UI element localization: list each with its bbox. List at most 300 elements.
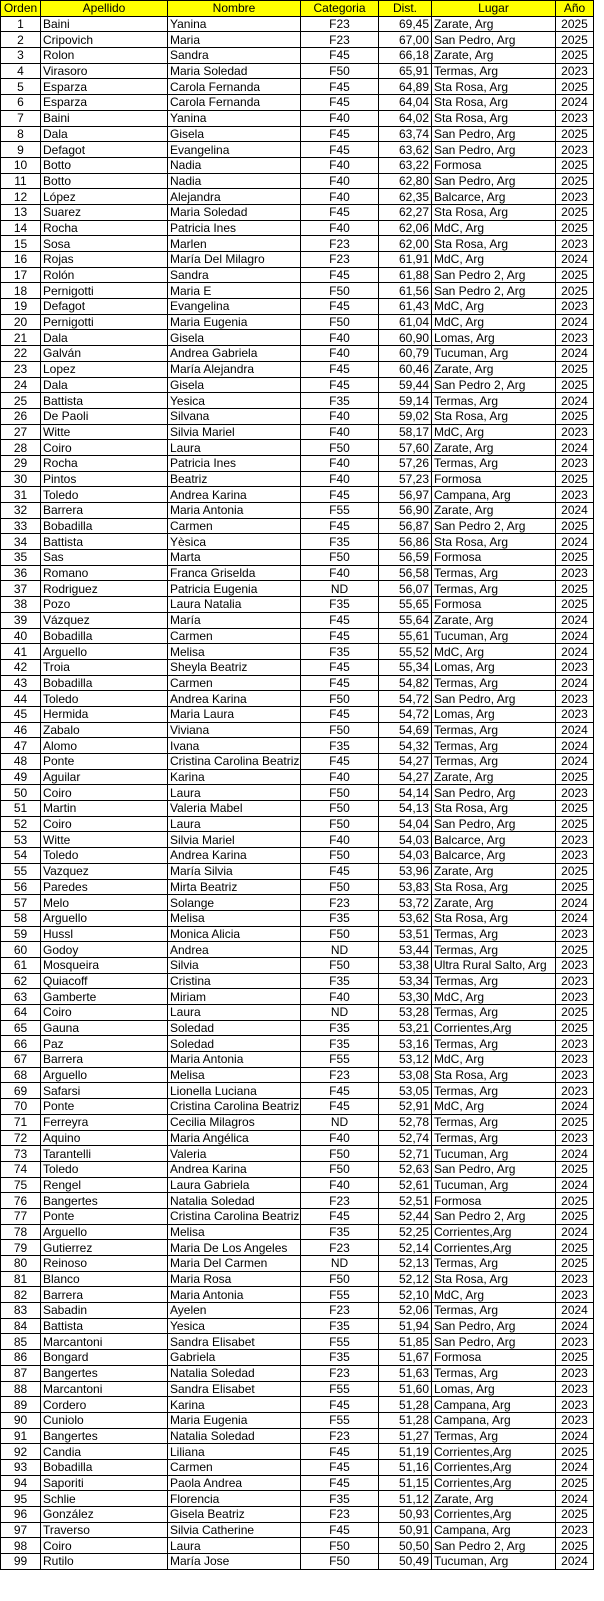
orden-cell: 18 bbox=[1, 283, 41, 299]
orden-cell: 59 bbox=[1, 926, 41, 942]
orden-cell: 21 bbox=[1, 330, 41, 346]
lugar-cell: Balcarce, Arg bbox=[432, 189, 556, 205]
orden-cell: 2 bbox=[1, 32, 41, 48]
apellido-cell: Coiro bbox=[41, 440, 168, 456]
apellido-cell: Bangertes bbox=[41, 1365, 168, 1381]
table-row bbox=[1, 1099, 594, 1115]
table-row bbox=[1, 816, 594, 832]
dist-cell: 50,49 bbox=[379, 1554, 432, 1570]
orden-cell: 41 bbox=[1, 644, 41, 660]
dist-cell: 50,50 bbox=[379, 1538, 432, 1554]
table-row bbox=[1, 1271, 594, 1287]
apellido-cell: Bangertes bbox=[41, 1193, 168, 1209]
categoria-cell: F35 bbox=[301, 1036, 379, 1052]
categoria-cell: F50 bbox=[301, 926, 379, 942]
anio-cell: 2023 bbox=[556, 1130, 594, 1146]
table-row bbox=[1, 393, 594, 409]
table-row bbox=[1, 675, 594, 691]
dist-cell: 51,27 bbox=[379, 1428, 432, 1444]
table-row bbox=[1, 1350, 594, 1366]
anio-cell: 2024 bbox=[556, 738, 594, 754]
categoria-cell: F40 bbox=[301, 110, 379, 126]
categoria-cell: F50 bbox=[301, 440, 379, 456]
table-row bbox=[1, 1036, 594, 1052]
categoria-cell: ND bbox=[301, 942, 379, 958]
apellido-cell: Suarez bbox=[41, 204, 168, 220]
table-row bbox=[1, 1161, 594, 1177]
lugar-cell: San Pedro, Arg bbox=[432, 1334, 556, 1350]
orden-cell: 8 bbox=[1, 126, 41, 142]
dist-cell: 52,12 bbox=[379, 1271, 432, 1287]
dist-cell: 53,30 bbox=[379, 989, 432, 1005]
apellido-cell: Gutierrez bbox=[41, 1240, 168, 1256]
nombre-cell: Valeria bbox=[168, 1146, 301, 1162]
orden-cell: 29 bbox=[1, 455, 41, 471]
dist-cell: 62,27 bbox=[379, 204, 432, 220]
orden-cell: 14 bbox=[1, 220, 41, 236]
dist-cell: 51,63 bbox=[379, 1365, 432, 1381]
categoria-cell: F45 bbox=[301, 863, 379, 879]
table-row bbox=[1, 63, 594, 79]
categoria-cell: F40 bbox=[301, 330, 379, 346]
categoria-cell: F40 bbox=[301, 471, 379, 487]
nombre-cell: Yanina bbox=[168, 110, 301, 126]
anio-cell: 2023 bbox=[556, 1067, 594, 1083]
table-row bbox=[1, 1303, 594, 1319]
anio-cell: 2024 bbox=[556, 314, 594, 330]
nombre-cell: Silvia bbox=[168, 957, 301, 973]
anio-cell: 2025 bbox=[556, 48, 594, 64]
apellido-cell: Defagot bbox=[41, 142, 168, 158]
categoria-cell: F23 bbox=[301, 252, 379, 268]
lugar-cell: Sta Rosa, Arg bbox=[432, 204, 556, 220]
categoria-cell: ND bbox=[301, 581, 379, 597]
dist-cell: 64,04 bbox=[379, 95, 432, 111]
orden-cell: 62 bbox=[1, 973, 41, 989]
categoria-cell: F45 bbox=[301, 79, 379, 95]
orden-cell: 60 bbox=[1, 942, 41, 958]
apellido-cell: Bongard bbox=[41, 1350, 168, 1366]
apellido-cell: Gamberte bbox=[41, 989, 168, 1005]
categoria-cell: F40 bbox=[301, 455, 379, 471]
nombre-cell: Maria Eugenia bbox=[168, 314, 301, 330]
anio-cell: 2023 bbox=[556, 691, 594, 707]
lugar-cell: Corrientes,Arg bbox=[432, 1444, 556, 1460]
categoria-cell: F40 bbox=[301, 346, 379, 362]
apellido-cell: Coiro bbox=[41, 785, 168, 801]
lugar-cell: Zarate, Arg bbox=[432, 769, 556, 785]
dist-cell: 52,25 bbox=[379, 1224, 432, 1240]
lugar-cell: San Pedro 2, Arg bbox=[432, 283, 556, 299]
table-row bbox=[1, 1114, 594, 1130]
apellido-cell: Ponte bbox=[41, 1208, 168, 1224]
nombre-cell: Cristina Carolina Beatriz bbox=[168, 1099, 301, 1115]
lugar-cell: San Pedro, Arg bbox=[432, 785, 556, 801]
lugar-cell: Zarate, Arg bbox=[432, 440, 556, 456]
apellido-cell: Rolón bbox=[41, 267, 168, 283]
lugar-cell: Campana, Arg bbox=[432, 487, 556, 503]
apellido-cell: Godoy bbox=[41, 942, 168, 958]
dist-cell: 64,89 bbox=[379, 79, 432, 95]
lugar-cell: MdC, Arg bbox=[432, 1287, 556, 1303]
table-row bbox=[1, 550, 594, 566]
orden-cell: 10 bbox=[1, 157, 41, 173]
orden-cell: 93 bbox=[1, 1459, 41, 1475]
dist-cell: 51,60 bbox=[379, 1381, 432, 1397]
anio-cell: 2023 bbox=[556, 424, 594, 440]
nombre-cell: Cristina Carolina Beatriz bbox=[168, 1208, 301, 1224]
lugar-cell: Sta Rosa, Arg bbox=[432, 879, 556, 895]
table-row bbox=[1, 1067, 594, 1083]
anio-cell: 2025 bbox=[556, 863, 594, 879]
dist-cell: 52,13 bbox=[379, 1256, 432, 1272]
table-row bbox=[1, 361, 594, 377]
table-row bbox=[1, 1020, 594, 1036]
orden-cell: 40 bbox=[1, 628, 41, 644]
table-row bbox=[1, 1397, 594, 1413]
anio-cell: 2023 bbox=[556, 565, 594, 581]
dist-cell: 55,52 bbox=[379, 644, 432, 660]
nombre-cell: Maria Eugenia bbox=[168, 1412, 301, 1428]
apellido-cell: Toledo bbox=[41, 848, 168, 864]
nombre-cell: María Jose bbox=[168, 1554, 301, 1570]
dist-cell: 62,06 bbox=[379, 220, 432, 236]
anio-cell: 2025 bbox=[556, 32, 594, 48]
dist-cell: 55,34 bbox=[379, 659, 432, 675]
categoria-cell: F50 bbox=[301, 722, 379, 738]
apellido-cell: Toledo bbox=[41, 487, 168, 503]
table-row bbox=[1, 879, 594, 895]
anio-cell: 2024 bbox=[556, 895, 594, 911]
table-row bbox=[1, 612, 594, 628]
dist-cell: 51,12 bbox=[379, 1491, 432, 1507]
nombre-cell: Maria Angélica bbox=[168, 1130, 301, 1146]
anio-cell: 2023 bbox=[556, 1052, 594, 1068]
categoria-cell: F50 bbox=[301, 283, 379, 299]
header-dist: Dist. bbox=[379, 1, 432, 17]
anio-cell: 2024 bbox=[556, 1099, 594, 1115]
nombre-cell: Gisela bbox=[168, 330, 301, 346]
table-row bbox=[1, 204, 594, 220]
nombre-cell: Maria bbox=[168, 32, 301, 48]
table-row bbox=[1, 863, 594, 879]
categoria-cell: F45 bbox=[301, 1475, 379, 1491]
categoria-cell: F40 bbox=[301, 189, 379, 205]
apellido-cell: Bobadilla bbox=[41, 518, 168, 534]
categoria-cell: F50 bbox=[301, 1271, 379, 1287]
nombre-cell: Laura bbox=[168, 1005, 301, 1021]
apellido-cell: Cripovich bbox=[41, 32, 168, 48]
orden-cell: 13 bbox=[1, 204, 41, 220]
anio-cell: 2024 bbox=[556, 1491, 594, 1507]
table-row bbox=[1, 440, 594, 456]
nombre-cell: María Alejandra bbox=[168, 361, 301, 377]
table-row bbox=[1, 1146, 594, 1162]
table-row bbox=[1, 189, 594, 205]
lugar-cell: Tucuman, Arg bbox=[432, 346, 556, 362]
categoria-cell: F45 bbox=[301, 299, 379, 315]
apellido-cell: Sosa bbox=[41, 236, 168, 252]
lugar-cell: Termas, Arg bbox=[432, 1083, 556, 1099]
anio-cell: 2025 bbox=[556, 597, 594, 613]
table-row bbox=[1, 267, 594, 283]
orden-cell: 55 bbox=[1, 863, 41, 879]
categoria-cell: F23 bbox=[301, 1507, 379, 1523]
table-row bbox=[1, 769, 594, 785]
categoria-cell: F40 bbox=[301, 1177, 379, 1193]
table-row bbox=[1, 236, 594, 252]
dist-cell: 60,46 bbox=[379, 361, 432, 377]
orden-cell: 83 bbox=[1, 1303, 41, 1319]
table-row bbox=[1, 1491, 594, 1507]
orden-cell: 68 bbox=[1, 1067, 41, 1083]
dist-cell: 52,44 bbox=[379, 1208, 432, 1224]
orden-cell: 6 bbox=[1, 95, 41, 111]
lugar-cell: Zarate, Arg bbox=[432, 361, 556, 377]
nombre-cell: Andrea Karina bbox=[168, 691, 301, 707]
apellido-cell: Cuniolo bbox=[41, 1412, 168, 1428]
categoria-cell: F50 bbox=[301, 1554, 379, 1570]
dist-cell: 54,14 bbox=[379, 785, 432, 801]
apellido-cell: Esparza bbox=[41, 95, 168, 111]
anio-cell: 2025 bbox=[556, 769, 594, 785]
categoria-cell: F40 bbox=[301, 173, 379, 189]
nombre-cell: Melisa bbox=[168, 1224, 301, 1240]
apellido-cell: De Paoli bbox=[41, 408, 168, 424]
apellido-cell: Battista bbox=[41, 1318, 168, 1334]
apellido-cell: Rocha bbox=[41, 455, 168, 471]
nombre-cell: Cecilia Milagros bbox=[168, 1114, 301, 1130]
categoria-cell: F50 bbox=[301, 816, 379, 832]
lugar-cell: Sta Rosa, Arg bbox=[432, 110, 556, 126]
nombre-cell: Marta bbox=[168, 550, 301, 566]
dist-cell: 52,74 bbox=[379, 1130, 432, 1146]
apellido-cell: Martin bbox=[41, 801, 168, 817]
anio-cell: 2024 bbox=[556, 534, 594, 550]
table-row bbox=[1, 471, 594, 487]
table-row bbox=[1, 785, 594, 801]
lugar-cell: Termas, Arg bbox=[432, 1256, 556, 1272]
anio-cell: 2025 bbox=[556, 816, 594, 832]
orden-cell: 48 bbox=[1, 754, 41, 770]
orden-cell: 7 bbox=[1, 110, 41, 126]
orden-cell: 38 bbox=[1, 597, 41, 613]
table-row bbox=[1, 252, 594, 268]
lugar-cell: Termas, Arg bbox=[432, 1036, 556, 1052]
nombre-cell: Cristina bbox=[168, 973, 301, 989]
dist-cell: 58,17 bbox=[379, 424, 432, 440]
apellido-cell: Cordero bbox=[41, 1397, 168, 1413]
apellido-cell: Arguello bbox=[41, 644, 168, 660]
table-row bbox=[1, 503, 594, 519]
categoria-cell: F40 bbox=[301, 769, 379, 785]
orden-cell: 54 bbox=[1, 848, 41, 864]
dist-cell: 53,05 bbox=[379, 1083, 432, 1099]
dist-cell: 54,03 bbox=[379, 832, 432, 848]
dist-cell: 53,96 bbox=[379, 863, 432, 879]
orden-cell: 85 bbox=[1, 1334, 41, 1350]
table-row bbox=[1, 1005, 594, 1021]
apellido-cell: Tarantelli bbox=[41, 1146, 168, 1162]
nombre-cell: Silvia Mariel bbox=[168, 424, 301, 440]
anio-cell: 2023 bbox=[556, 1036, 594, 1052]
dist-cell: 52,61 bbox=[379, 1177, 432, 1193]
categoria-cell: F23 bbox=[301, 1240, 379, 1256]
table-row bbox=[1, 1256, 594, 1272]
orden-cell: 87 bbox=[1, 1365, 41, 1381]
anio-cell: 2025 bbox=[556, 879, 594, 895]
dist-cell: 53,08 bbox=[379, 1067, 432, 1083]
apellido-cell: Coiro bbox=[41, 1005, 168, 1021]
anio-cell: 2025 bbox=[556, 283, 594, 299]
nombre-cell: Maria Del Carmen bbox=[168, 1256, 301, 1272]
nombre-cell: Franca Griselda bbox=[168, 565, 301, 581]
categoria-cell: F50 bbox=[301, 879, 379, 895]
anio-cell: 2025 bbox=[556, 581, 594, 597]
table-row bbox=[1, 1459, 594, 1475]
dist-cell: 56,86 bbox=[379, 534, 432, 550]
table-row bbox=[1, 1428, 594, 1444]
dist-cell: 53,51 bbox=[379, 926, 432, 942]
apellido-cell: Rutilo bbox=[41, 1554, 168, 1570]
lugar-cell: Zarate, Arg bbox=[432, 612, 556, 628]
apellido-cell: Aguilar bbox=[41, 769, 168, 785]
table-row bbox=[1, 1318, 594, 1334]
dist-cell: 52,51 bbox=[379, 1193, 432, 1209]
apellido-cell: Barrera bbox=[41, 1287, 168, 1303]
nombre-cell: Maria Laura bbox=[168, 706, 301, 722]
table-row bbox=[1, 1538, 594, 1554]
table-row bbox=[1, 346, 594, 362]
nombre-cell: Nadia bbox=[168, 173, 301, 189]
lugar-cell: Sta Rosa, Arg bbox=[432, 95, 556, 111]
apellido-cell: Paredes bbox=[41, 879, 168, 895]
anio-cell: 2024 bbox=[556, 1428, 594, 1444]
nombre-cell: María Del Milagro bbox=[168, 252, 301, 268]
nombre-cell: Laura bbox=[168, 1538, 301, 1554]
lugar-cell: Sta Rosa, Arg bbox=[432, 910, 556, 926]
apellido-cell: Hussl bbox=[41, 926, 168, 942]
dist-cell: 55,64 bbox=[379, 612, 432, 628]
categoria-cell: F50 bbox=[301, 801, 379, 817]
nombre-cell: Karina bbox=[168, 769, 301, 785]
dist-cell: 54,69 bbox=[379, 722, 432, 738]
lugar-cell: Corrientes,Arg bbox=[432, 1459, 556, 1475]
lugar-cell: Termas, Arg bbox=[432, 942, 556, 958]
dist-cell: 61,91 bbox=[379, 252, 432, 268]
lugar-cell: Corrientes,Arg bbox=[432, 1475, 556, 1491]
nombre-cell: Mirta Beatriz bbox=[168, 879, 301, 895]
nombre-cell: Andrea Karina bbox=[168, 487, 301, 503]
categoria-cell: ND bbox=[301, 1256, 379, 1272]
nombre-cell: Laura Natalia bbox=[168, 597, 301, 613]
orden-cell: 44 bbox=[1, 691, 41, 707]
nombre-cell: Andrea Gabriela bbox=[168, 346, 301, 362]
categoria-cell: F45 bbox=[301, 1099, 379, 1115]
lugar-cell: Zarate, Arg bbox=[432, 48, 556, 64]
table-row bbox=[1, 628, 594, 644]
lugar-cell: Zarate, Arg bbox=[432, 895, 556, 911]
lugar-cell: Zarate, Arg bbox=[432, 16, 556, 32]
lugar-cell: Lomas, Arg bbox=[432, 1381, 556, 1397]
table-row bbox=[1, 1507, 594, 1523]
orden-cell: 52 bbox=[1, 816, 41, 832]
anio-cell: 2023 bbox=[556, 832, 594, 848]
table-row bbox=[1, 738, 594, 754]
anio-cell: 2023 bbox=[556, 330, 594, 346]
categoria-cell: F45 bbox=[301, 267, 379, 283]
anio-cell: 2023 bbox=[556, 1271, 594, 1287]
apellido-cell: Baini bbox=[41, 110, 168, 126]
anio-cell: 2025 bbox=[556, 1193, 594, 1209]
orden-cell: 92 bbox=[1, 1444, 41, 1460]
lugar-cell: Tucuman, Arg bbox=[432, 1146, 556, 1162]
nombre-cell: Maria Soledad bbox=[168, 204, 301, 220]
dist-cell: 62,35 bbox=[379, 189, 432, 205]
nombre-cell: Maria Rosa bbox=[168, 1271, 301, 1287]
categoria-cell: F50 bbox=[301, 691, 379, 707]
dist-cell: 61,56 bbox=[379, 283, 432, 299]
orden-cell: 43 bbox=[1, 675, 41, 691]
orden-cell: 67 bbox=[1, 1052, 41, 1068]
apellido-cell: Rolon bbox=[41, 48, 168, 64]
lugar-cell: Sta Rosa, Arg bbox=[432, 408, 556, 424]
orden-cell: 23 bbox=[1, 361, 41, 377]
categoria-cell: F40 bbox=[301, 220, 379, 236]
categoria-cell: F50 bbox=[301, 1161, 379, 1177]
dist-cell: 64,02 bbox=[379, 110, 432, 126]
apellido-cell: Zabalo bbox=[41, 722, 168, 738]
categoria-cell: F55 bbox=[301, 1052, 379, 1068]
apellido-cell: Arguello bbox=[41, 910, 168, 926]
dist-cell: 53,83 bbox=[379, 879, 432, 895]
apellido-cell: Witte bbox=[41, 832, 168, 848]
lugar-cell: Termas, Arg bbox=[432, 1130, 556, 1146]
dist-cell: 61,43 bbox=[379, 299, 432, 315]
lugar-cell: Corrientes,Arg bbox=[432, 1020, 556, 1036]
dist-cell: 53,28 bbox=[379, 1005, 432, 1021]
nombre-cell: Maria E bbox=[168, 283, 301, 299]
categoria-cell: F45 bbox=[301, 1444, 379, 1460]
nombre-cell: Maria De Los Angeles bbox=[168, 1240, 301, 1256]
dist-cell: 51,19 bbox=[379, 1444, 432, 1460]
dist-cell: 51,28 bbox=[379, 1397, 432, 1413]
lugar-cell: Zarate, Arg bbox=[432, 863, 556, 879]
table-row bbox=[1, 1208, 594, 1224]
categoria-cell: F23 bbox=[301, 32, 379, 48]
lugar-cell: Lomas, Arg bbox=[432, 706, 556, 722]
anio-cell: 2025 bbox=[556, 1256, 594, 1272]
nombre-cell: Gisela bbox=[168, 126, 301, 142]
lugar-cell: MdC, Arg bbox=[432, 314, 556, 330]
categoria-cell: ND bbox=[301, 1005, 379, 1021]
nombre-cell: Alejandra bbox=[168, 189, 301, 205]
apellido-cell: Dala bbox=[41, 330, 168, 346]
table-row bbox=[1, 1334, 594, 1350]
anio-cell: 2025 bbox=[556, 1161, 594, 1177]
orden-cell: 95 bbox=[1, 1491, 41, 1507]
apellido-cell: Mosqueira bbox=[41, 957, 168, 973]
apellido-cell: Aquino bbox=[41, 1130, 168, 1146]
table-row bbox=[1, 487, 594, 503]
nombre-cell: Gisela Beatriz bbox=[168, 1507, 301, 1523]
anio-cell: 2023 bbox=[556, 926, 594, 942]
orden-cell: 34 bbox=[1, 534, 41, 550]
orden-cell: 76 bbox=[1, 1193, 41, 1209]
lugar-cell: Tucuman, Arg bbox=[432, 1177, 556, 1193]
table-row bbox=[1, 1381, 594, 1397]
anio-cell: 2024 bbox=[556, 346, 594, 362]
